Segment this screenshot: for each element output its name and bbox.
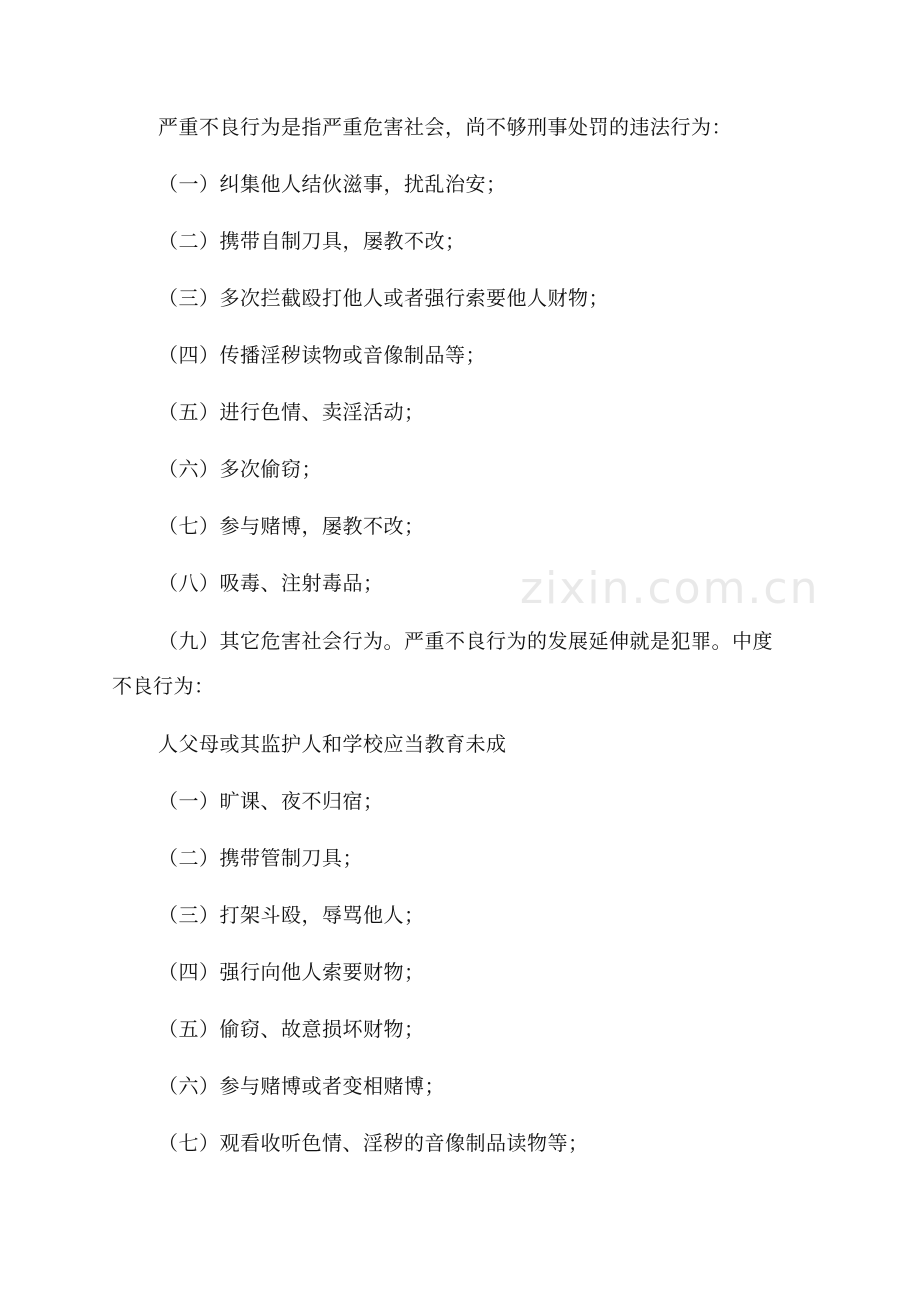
moderate-item-2: （二）携带管制刀具；	[158, 846, 363, 870]
watermark: zixin.com.cn	[520, 563, 820, 614]
moderate-item-4: （四）强行向他人索要财物；	[158, 960, 425, 984]
moderate-item-5: （五）偷窃、故意损坏财物；	[158, 1017, 425, 1041]
serious-item-6: （六）多次偷窃；	[158, 457, 322, 481]
serious-item-8: （八）吸毒、注射毒品；	[158, 571, 384, 595]
intro-paragraph: 严重不良行为是指严重危害社会，尚不够刑事处罚的违法行为：	[158, 115, 732, 139]
moderate-item-3: （三）打架斗殴，辱骂他人；	[158, 903, 425, 927]
moderate-item-6: （六）参与赌博或者变相赌博；	[158, 1074, 445, 1098]
serious-item-9-line1: （九）其它危害社会行为。严重不良行为的发展延伸就是犯罪。中度	[158, 629, 773, 653]
serious-item-9-line2: 不良行为：	[112, 674, 215, 698]
serious-item-4: （四）传播淫秽读物或音像制品等；	[158, 343, 486, 367]
serious-item-7: （七）参与赌博，屡教不改；	[158, 514, 425, 538]
serious-item-3: （三）多次拦截殴打他人或者强行索要他人财物；	[158, 286, 609, 310]
serious-item-1: （一）纠集他人结伙滋事，扰乱治安；	[158, 172, 507, 196]
moderate-item-1: （一）旷课、夜不归宿；	[158, 789, 384, 813]
serious-item-2: （二）携带自制刀具，屡教不改；	[158, 229, 466, 253]
serious-item-5: （五）进行色情、卖淫活动；	[158, 400, 425, 424]
moderate-item-7: （七）观看收听色情、淫秽的音像制品读物等；	[158, 1131, 589, 1155]
moderate-intro: 人父母或其监护人和学校应当教育未成	[158, 732, 507, 756]
